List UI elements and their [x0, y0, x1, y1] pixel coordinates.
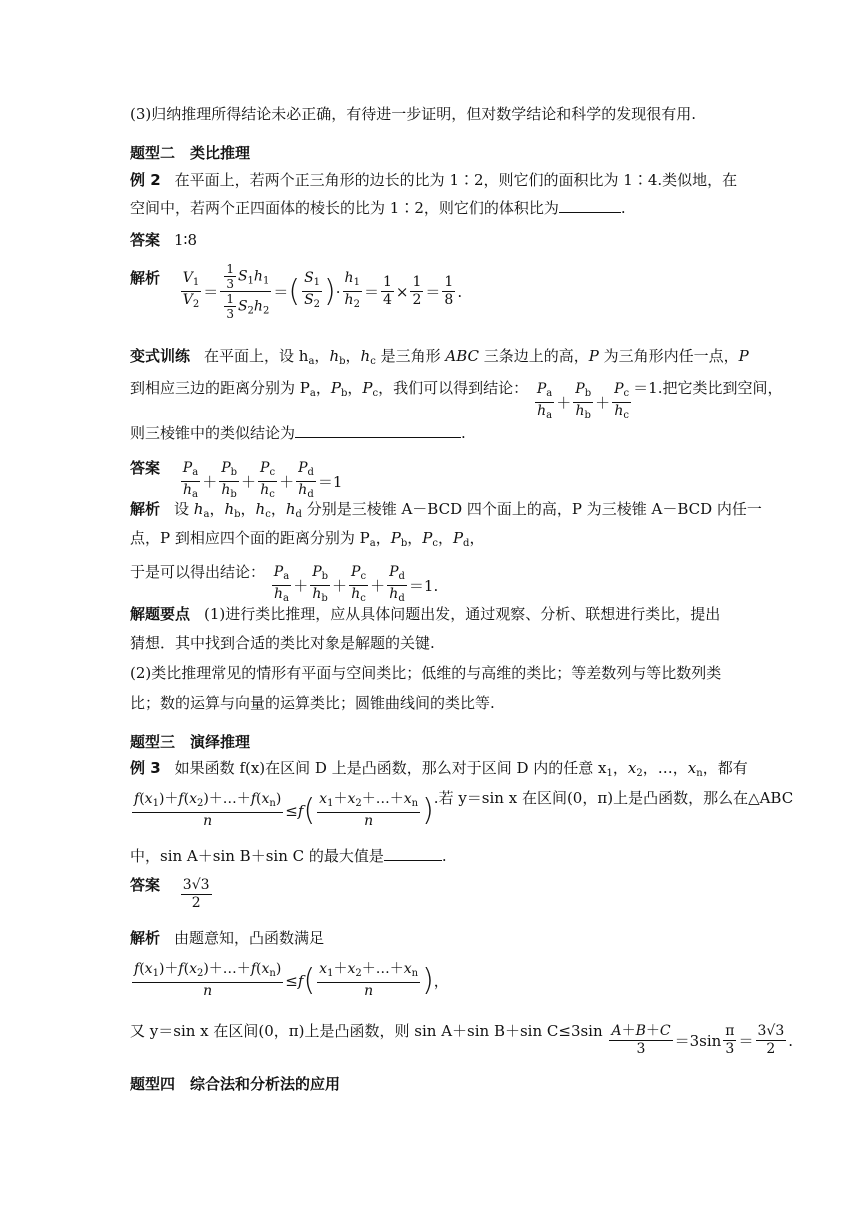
example-3-blank: [384, 846, 442, 861]
plane-conclusion-formula: $\frac{P_a}{h_a}$ ＋ $\frac{P_b}{h_b}$ ＋ $\frac{P_c}{h_c}$: [536, 381, 630, 421]
keypoints-line-3: (2)类比推理常见的情形有平面与空间类比；低维的与高维的类比；等差数列与等比数列类: [130, 664, 722, 682]
example-3-analysis-line-3: [130, 1020, 793, 1058]
variant-label: 变式训练: [130, 347, 191, 365]
example-3-analysis-line-2: [130, 958, 449, 1000]
example-3-line-1: 例 3 如果函数 f(x)在区间 D 上是凸函数，那么对于区间 D 内的任意 $x_1$，$x_2$，…，$x_n$，都有: [130, 759, 748, 779]
answer-label: 答案: [130, 231, 161, 249]
example-3-answer-value: $\frac{3√3}{2}$: [182, 877, 210, 911]
variant-text-1: 在平面上，设 h: [204, 347, 309, 365]
variant-analysis-line-2: 点，P 到相应四个面的距离分别为 $P_a$，$P_b$，$P_c$，$P_d$，: [130, 529, 485, 549]
example-2-analysis: [130, 262, 462, 321]
induction-note-3: (3)归纳推理所得结论未必正确，有待进一步证明，但对数学结论和科学的发现很有用.: [130, 105, 697, 123]
example-3-analysis-label: 解析: [130, 929, 161, 947]
keypoints-label: 解题要点: [130, 605, 191, 623]
variant-analysis-text-3: 于是可以得出结论：: [130, 563, 266, 581]
variant-analysis-line-3: [130, 561, 438, 607]
variant-analysis-text-1: 分别是三棱锥 A－BCD 四个面上的高，P 为三棱锥 A－BCD 内任一: [306, 500, 762, 518]
variant-analysis-label: 解析: [130, 500, 161, 518]
variant-answer-label: 答案: [130, 459, 161, 477]
keypoints-text-1: (1)进行类比推理，应从具体问题出发，通过观察、分析、联想进行类比，提出: [204, 605, 721, 623]
variant-line-3: 则三棱锥中的类似结论为 .: [130, 424, 466, 442]
answer-blank: [559, 198, 621, 213]
example-2-label: 例 2: [130, 171, 161, 189]
variant-analysis-text-2: 点，P 到相应四个面的距离分别为 P: [130, 529, 370, 547]
example-2-line-1: [130, 170, 737, 190]
variant-line-1: 变式训练 在平面上，设 $h_a$，$h_b$，$h_c$ 是三角形 ABC 三条边上的高，P 为三角形内任一点，P: [130, 347, 749, 367]
example-3-answer-label: 答案: [130, 876, 161, 894]
example-2-answer: [130, 230, 197, 250]
section-title-analogy: 题型二 类比推理: [130, 144, 251, 162]
example-3-answer: [130, 874, 214, 912]
analysis-label: 解析: [130, 269, 161, 287]
variant-text-2-end: ，我们可以得到结论：: [378, 379, 529, 397]
section-title-deductive: 题型三 演绎推理: [130, 733, 251, 751]
example-3-text-3: 中，sin A＋sin B＋sin C 的最大值是: [130, 847, 384, 865]
example-3-line-3: 中，sin A＋sin B＋sin C 的最大值是 .: [130, 847, 447, 865]
variant-text-2: 到相应三边的距离分别为 P: [130, 379, 310, 397]
example-3-label: 例 3: [130, 759, 161, 777]
example-2-text-1: 在平面上，若两个正三角形的边长的比为 1∶2，则它们的面积比为 1∶4.类似地，在: [174, 171, 738, 189]
example-3-analysis-text-3: 又 y＝sin x 在区间(0，π)上是凸函数，则 sin A＋sin B＋sin C≤3sin: [130, 1022, 603, 1040]
example-2-line-2: 空间中，若两个正四面体的棱长的比为 1∶2，则它们的体积比为 .: [130, 199, 626, 217]
variant-text-3: 则三棱锥中的类似结论为: [130, 424, 296, 442]
keypoints-line-1: [130, 604, 720, 624]
variant-line-2: 到相应三边的距离分别为 $P_a$，$P_b$，$P_c$，我们可以得到结论： $\frac{P_a}{h_a}$ ＋ $\frac{P_b}{h_b}$ ＋ $\frac{P_c}{h_c}$ ＝1.把它类比到空间，: [130, 378, 782, 424]
variant-answer: [130, 457, 342, 503]
space-conclusion-formula: $\frac{P_a}{h_a}$ ＋ $\frac{P_b}{h_b}$ ＋ $\frac{P_c}{h_c}$ ＋ $\frac{P_d}{h_d}$ ＝1.: [273, 564, 439, 604]
convex-inequality-formula: $\frac{f(x_1)+f(x_2)+\dots+f(x_n)}{n}$ ≤ f ( $\frac{x_1+x_2+\dots+x_n}{n}$ ): [134, 791, 434, 829]
max-value-derivation: $\frac{A+B+C}{3}$ ＝3sin $\frac{\pi}{3}$ ＝ $\frac{3√3}{2}$ .: [611, 1023, 794, 1057]
example-3-text-1: 如果函数 f(x)在区间 D 上是凸函数，那么对于区间 D 内的任意 x: [174, 759, 607, 777]
variant-answer-blank: [295, 423, 461, 438]
variant-text-2-tail: ＝1.把它类比到空间，: [633, 379, 783, 397]
example-3-analysis-text-1: 由题意知，凸函数满足: [174, 929, 325, 947]
example-3-line-2: [130, 788, 793, 830]
convex-inequality-formula-2: $\frac{f(x_1)+f(x_2)+\dots+f(x_n)}{n}$ ≤ f ( $\frac{x_1+x_2+\dots+x_n}{n}$ ) ，: [134, 961, 449, 999]
variant-analysis-line-1: 解析 设 $h_a$，$h_b$，$h_c$，$h_d$ 分别是三棱锥 A－BCD 四个面上的高，P 为三棱锥 A－BCD 内任一: [130, 500, 762, 520]
keypoints-line-2: 猜想．其中找到合适的类比对象是解题的关键.: [130, 634, 435, 652]
keypoints-line-4: 比；数的运算与向量的运算类比；圆锥曲线间的类比等.: [130, 694, 495, 712]
section-title-synthetic-analytic: 题型四 综合法和分析法的应用: [130, 1075, 341, 1093]
example-3-analysis-line-1: [130, 928, 324, 948]
example-2-text-2: 空间中，若两个正四面体的棱长的比为 1∶2，则它们的体积比为: [130, 199, 559, 217]
example-3-text-2: .若 y＝sin x 在区间(0，π)上是凸函数，那么在△ABC: [433, 789, 794, 807]
volume-ratio-formula: $\frac{V_1}{V_2}$ ＝ $\frac{1}{3}$ $S_1h_1$ $\frac{1}{3}$ $S_2h_2$ ＝ ( $\frac{S_1}{S_2}$ ) · $\frac{h_1}{h_2}$ ＝ $\frac{1}{4}$ × $\frac{1}{2}$ ＝ $\frac{1}{8}$ .: [182, 262, 463, 321]
variant-answer-formula: $\frac{P_a}{h_a}$ ＋ $\frac{P_b}{h_b}$ ＋ $\frac{P_c}{h_c}$ ＋ $\frac{P_d}{h_d}$ ＝1: [182, 460, 343, 500]
answer-value: 1∶8: [174, 231, 198, 249]
